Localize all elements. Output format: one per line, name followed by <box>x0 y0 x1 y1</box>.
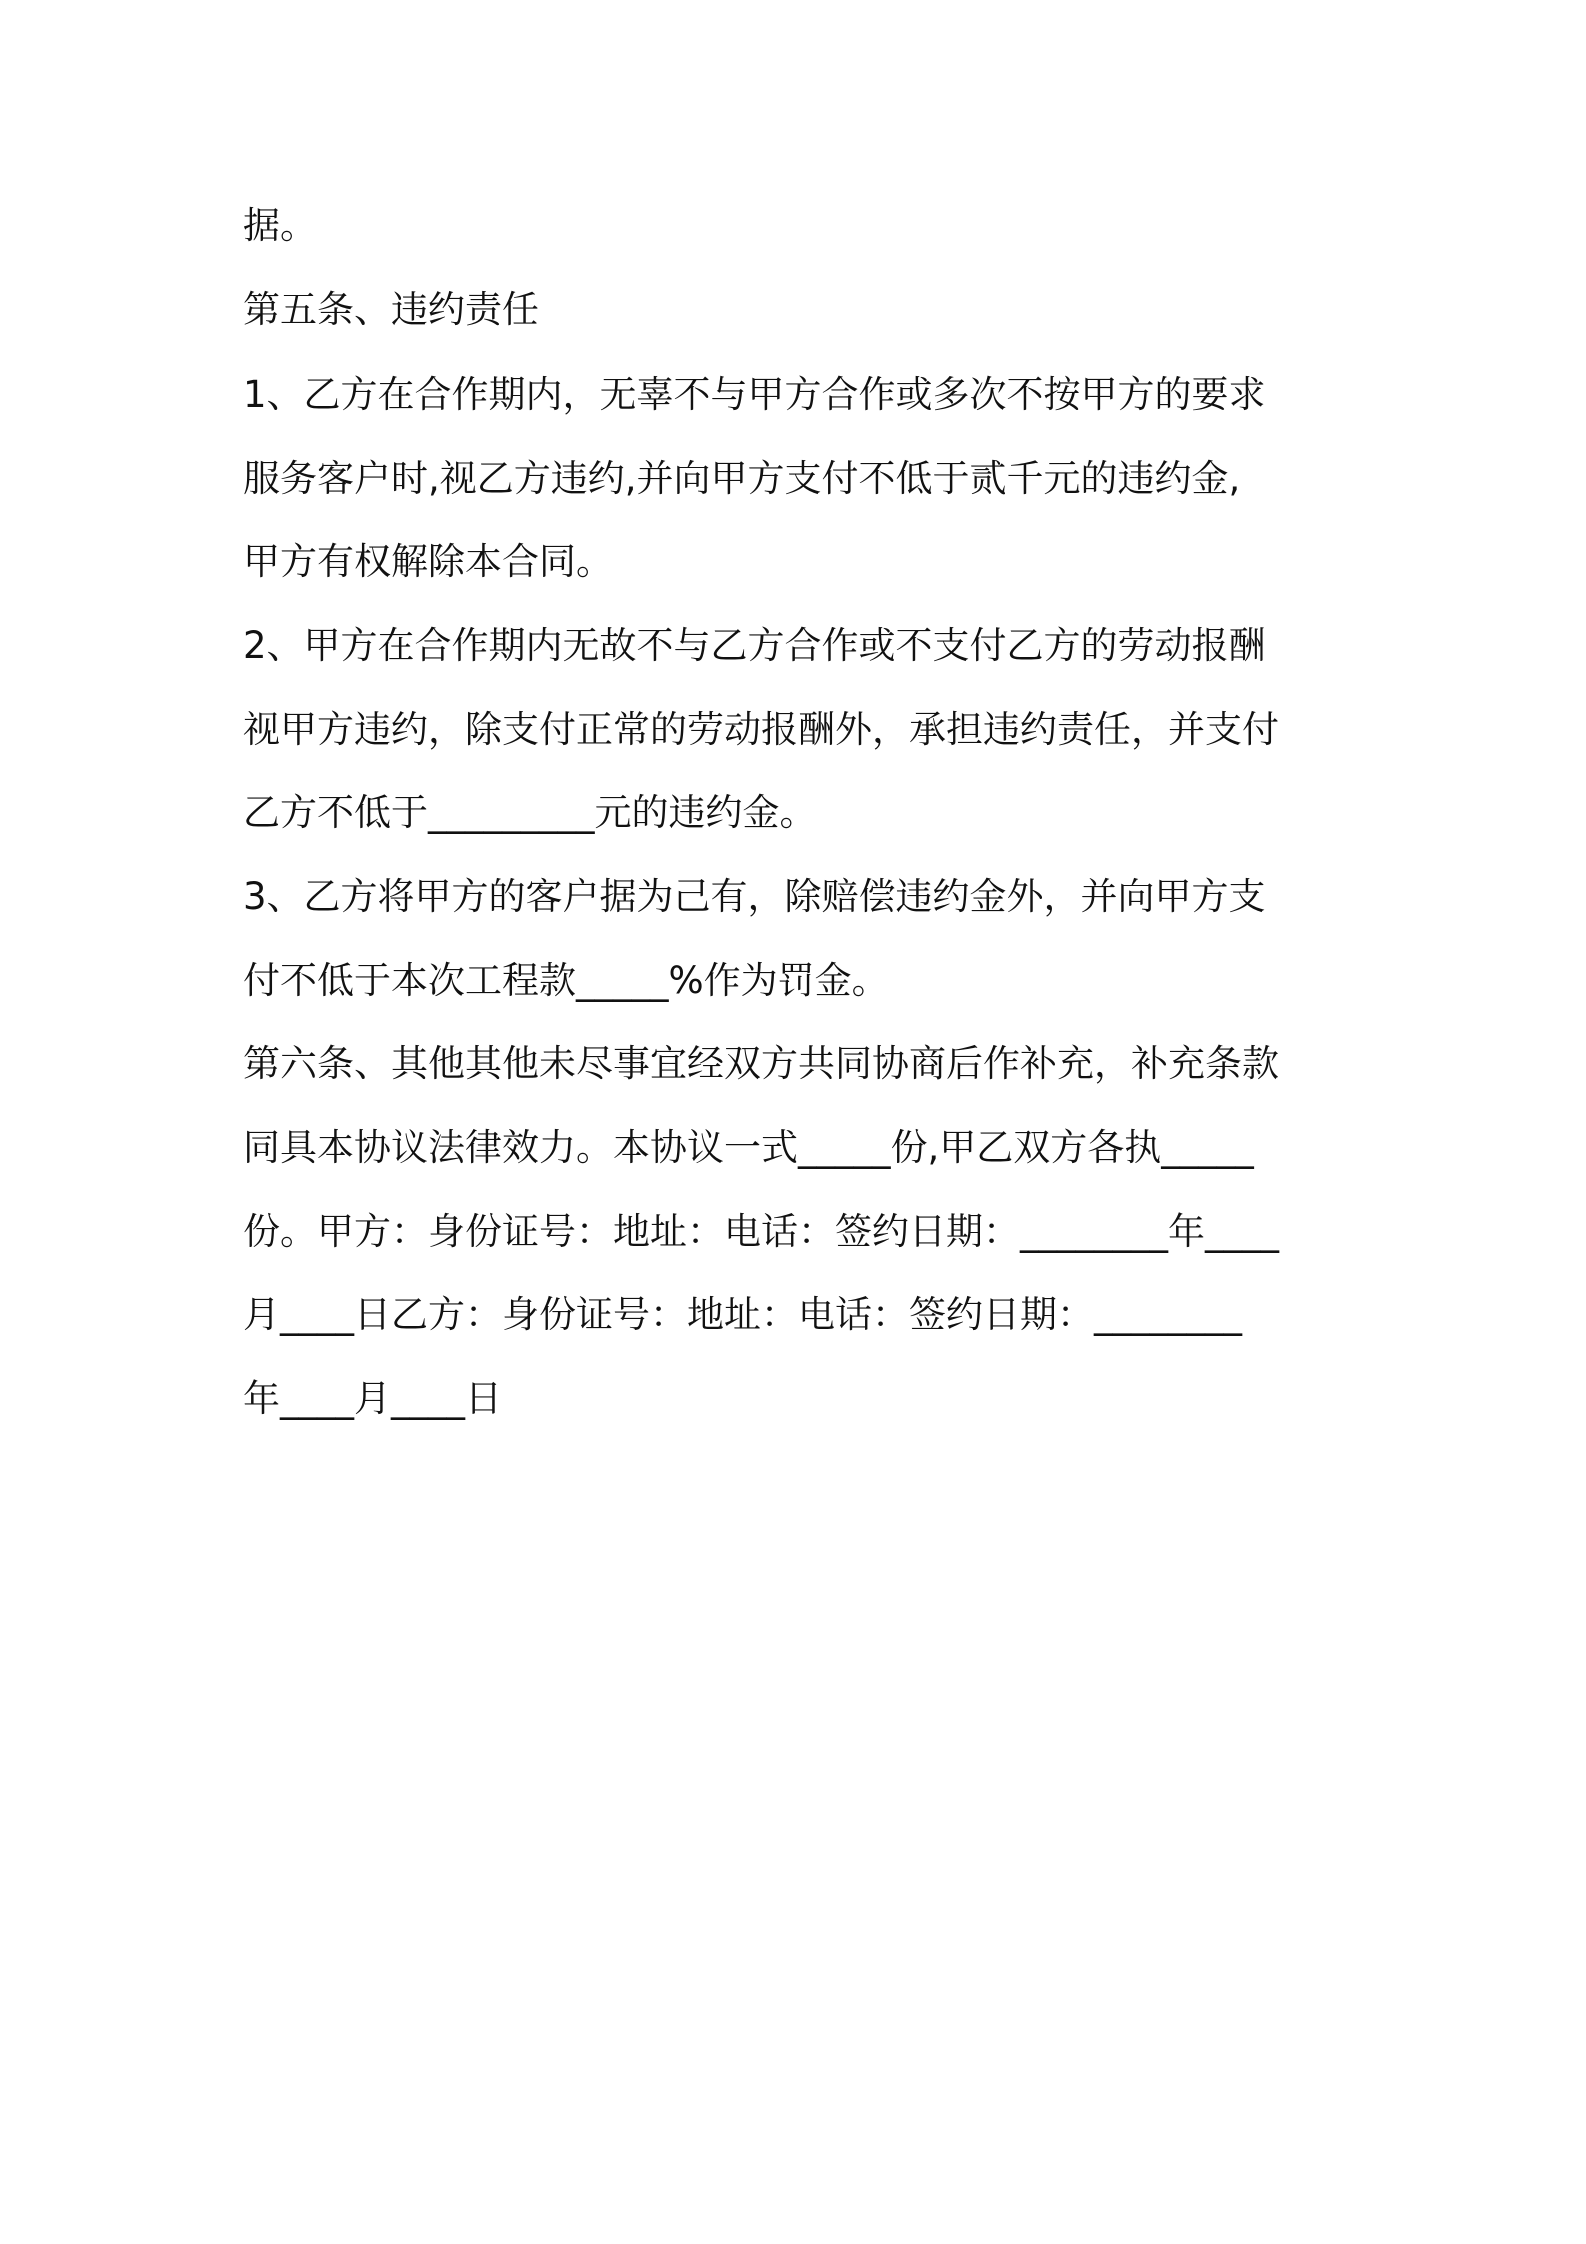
text-line: 据。 <box>243 204 317 247</box>
text-line: 2、甲方在合作期内无故不与乙方合作或不支付乙方的劳动报酬 <box>243 624 1266 667</box>
signature-line: 月____日乙方：身份证号：地址：电话：签约日期：________ <box>243 1293 1242 1336</box>
section-heading-other: 第六条、其他其他未尽事宜经双方共同协商后作补充，补充条款 <box>243 1042 1279 1085</box>
text-line: 乙方不低于_________元的违约金。 <box>243 791 817 834</box>
text-line: 服务客户时,视乙方违约,并向甲方支付不低于贰千元的违约金, <box>243 457 1241 500</box>
text-line: 付不低于本次工程款_____%作为罚金。 <box>243 959 889 1002</box>
text-line: 视甲方违约，除支付正常的劳动报酬外，承担违约责任，并支付 <box>243 708 1279 751</box>
section-heading-breach: 第五条、违约责任 <box>243 288 539 331</box>
text-line: 同具本协议法律效力。本协议一式_____份,甲乙双方各执_____ <box>243 1126 1254 1169</box>
signature-line: 年____月____日 <box>243 1377 502 1420</box>
signature-line: 份。甲方：身份证号：地址：电话：签约日期：________年____ <box>243 1210 1279 1253</box>
text-line: 1、乙方在合作期内，无辜不与甲方合作或多次不按甲方的要求 <box>243 373 1266 416</box>
text-line: 3、乙方将甲方的客户据为己有，除赔偿违约金外，并向甲方支 <box>243 875 1266 918</box>
text-line: 甲方有权解除本合同。 <box>243 540 613 583</box>
